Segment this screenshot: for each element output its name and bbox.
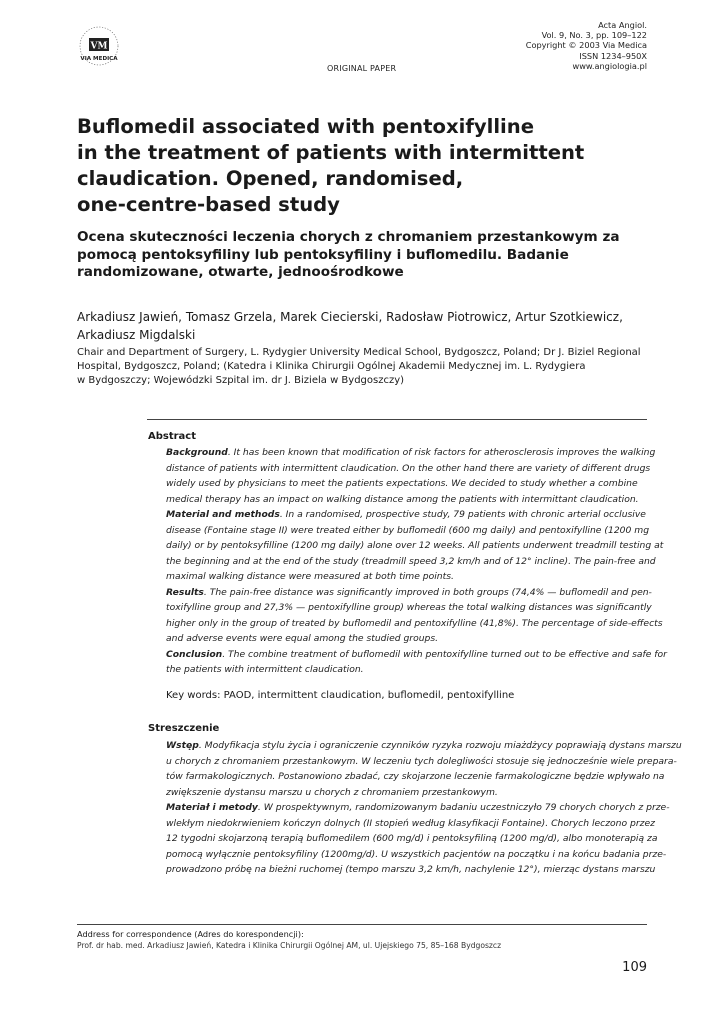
- subtitle-line: randomizowane, otwarte, jednoośrodkowe: [77, 264, 404, 280]
- paper-subtitle-polish: [77, 229, 657, 282]
- section-lead: Material and methods: [166, 509, 280, 520]
- title-line: one-centre-based study: [77, 193, 340, 216]
- affiliation-line: Hospital, Bydgoszcz, Poland; (Katedra i Klinika Chirurgii Ogólnej Akademii Medycznej im. L. Rydygiera: [77, 361, 586, 372]
- streszczenie-line: u chorych z chromaniem przestankowym. W leczeniu tych dolegliwości stosuje się jednocześnie wiele prepara-: [166, 755, 677, 767]
- title-line: in the treatment of patients with intermittent: [77, 141, 585, 164]
- section-lead: Wstęp: [166, 740, 199, 751]
- abstract-line: distance of patients with intermittent claudication. On the other hand there are variety of different drugs: [166, 462, 651, 474]
- abstract-line: medical therapy has an impact on walking distance among the patients with intermittant claudication.: [166, 493, 639, 505]
- streszczenie-line: prowadzono próbę na bieżni ruchomej (tempo marszu 3,2 km/h, nachylenie 12°), mierząc dystans marszu: [166, 864, 656, 875]
- journal-name: Acta Angiol.: [598, 20, 647, 30]
- title-line: claudication. Opened, randomised,: [77, 167, 464, 190]
- affiliation-line: Chair and Department of Surgery, L. Rydygier University Medical School, Bydgoszcz, Poland; Dr J. Biziel Regional: [77, 347, 641, 358]
- author-list: [77, 309, 657, 344]
- footer-divider: [77, 924, 647, 925]
- streszczenie-line: Wstęp. Modyfikacja stylu życia i ograniczenie czynników ryzyka rozwoju miażdżycy poprawiają dystans marszu: [166, 740, 682, 751]
- abstract-line: the patients with intermittent claudication.: [166, 664, 364, 675]
- streszczenie-line: Materiał i metody. W prospektywnym, randomizowanym badaniu uczestniczyło 79 chorych chorych z prze-: [166, 802, 670, 813]
- keywords: Key words: PAOD, intermittent claudication, buflomedil, pentoxifylline: [166, 690, 515, 701]
- abstract-line: maximal walking distance were measured at both time points.: [166, 571, 454, 582]
- streszczenie-line: tów farmakologicznych. Postanowiono zbadać, czy skojarzone leczenie farmakologiczne będzie wpływało na: [166, 771, 665, 782]
- abstract-line: the beginning and at the end of the study (treadmill speed 3,2 km/h and of 12° incline). The pain-free and: [166, 555, 656, 567]
- abstract-line: Conclusion. The combine treatment of buflomedil with pentoxifylline turned out to be effective and safe for: [166, 648, 667, 660]
- abstract-line: and adverse events were equal among the studied groups.: [166, 633, 439, 644]
- paper-title: [77, 114, 667, 218]
- affiliation-line: w Bydgoszczy; Wojewódzki Szpital im. dr J. Biziela w Bydgoszczy): [77, 375, 405, 386]
- streszczenie-line: zwiększenie dystansu marszu u chorych z chromaniem przestankowym.: [166, 786, 498, 798]
- abstract-line: Material and methods. In a randomised, prospective study, 79 patients with chronic arterial occlusive: [166, 509, 646, 520]
- correspondence-label: Address for correspondence (Adres do korespondencji):: [77, 929, 304, 939]
- streszczenie-heading: Streszczenie: [148, 723, 220, 734]
- section-lead: Results: [166, 586, 204, 598]
- abstract-body: [166, 445, 667, 678]
- via-medica-logo: [71, 22, 127, 78]
- abstract-line: widely used by physicians to meet the patients expectations. We decided to study whether a combine: [166, 478, 638, 489]
- section-lead: Conclusion: [166, 648, 223, 660]
- affiliation: [77, 346, 657, 388]
- abstract-line: higher only in the group of treated by buflomedil and pentoxifylline (41,8%). The percentage of side-effects: [166, 617, 663, 629]
- section-lead: Background: [166, 447, 228, 458]
- streszczenie-line: pomocą wyłącznie pentoksyfiliny (1200mg/d). U wszystkich pacjentów na początku i na końcu badania prze-: [166, 848, 667, 860]
- journal-volume: Vol. 9, No. 3, pp. 109–122: [541, 30, 647, 41]
- divider: [147, 419, 647, 420]
- title-line: Buflomedil associated with pentoxifylline: [77, 115, 534, 138]
- abstract-line: Background. It has been known that modification of risk factors for atherosclerosis improves the walking: [166, 447, 656, 458]
- abstract-line: Results. The pain-free distance was significantly improved in both groups (74,4% — buflomedil and pen-: [166, 586, 652, 598]
- streszczenie-body: [166, 738, 682, 878]
- journal-website[interactable]: www.angiologia.pl: [572, 60, 647, 71]
- abstract-line: toxifylline group and 27,3% — pentoxifylline group) whereas the total walking distances was significantly: [166, 602, 652, 613]
- journal-info: [526, 20, 647, 71]
- abstract-heading: Abstract: [148, 431, 197, 442]
- authors-line: Arkadiusz Jawień, Tomasz Grzela, Marek Ciecierski, Radosław Piotrowicz, Artur Szotkiewicz,: [77, 310, 623, 324]
- authors-line: Arkadiusz Migdalski: [77, 327, 196, 342]
- correspondence-address: Prof. dr hab. med. Arkadiusz Jawień, Katedra i Klinika Chirurgii Ogólnej AM, ul. Ujejskiego 75, 85–168 Bydgoszcz: [77, 941, 502, 950]
- subtitle-line: pomocą pentoksyfiliny lub pentoksyfiliny i buflomedilu. Badanie: [77, 246, 569, 263]
- streszczenie-line: 12 tygodni skojarzoną terapią buflomedilem (600 mg/d) i pentoksyfiliną (1200 mg/d), albo monoterapią za: [166, 833, 658, 844]
- logo-text: VIA MEDICA: [80, 56, 118, 62]
- section-lead: Materiał i metody: [166, 802, 258, 813]
- svg-text:VM: VM: [90, 41, 108, 52]
- paper-type-label: ORIGINAL PAPER: [327, 64, 397, 73]
- abstract-line: daily) or by pentoksyfilline (1200 mg daily) alone over 12 weeks. All patients underwent treadmill testing at: [166, 540, 664, 551]
- journal-copyright: Copyright © 2003 Via Medica: [525, 40, 647, 51]
- page-number: 109: [622, 960, 647, 975]
- streszczenie-line: wlekłym niedokrwieniem kończyn dolnych (II stopień według klasyfikacji Fontaine). Chorych leczono przez: [166, 817, 655, 829]
- abstract-line: disease (Fontaine stage II) were treated either by buflomedil (600 mg daily) and pentoxifylline (1200 mg: [166, 524, 650, 536]
- subtitle-line: Ocena skuteczności leczenia chorych z chromaniem przestankowym za: [77, 229, 620, 245]
- journal-issn: ISSN 1234–950X: [579, 50, 647, 61]
